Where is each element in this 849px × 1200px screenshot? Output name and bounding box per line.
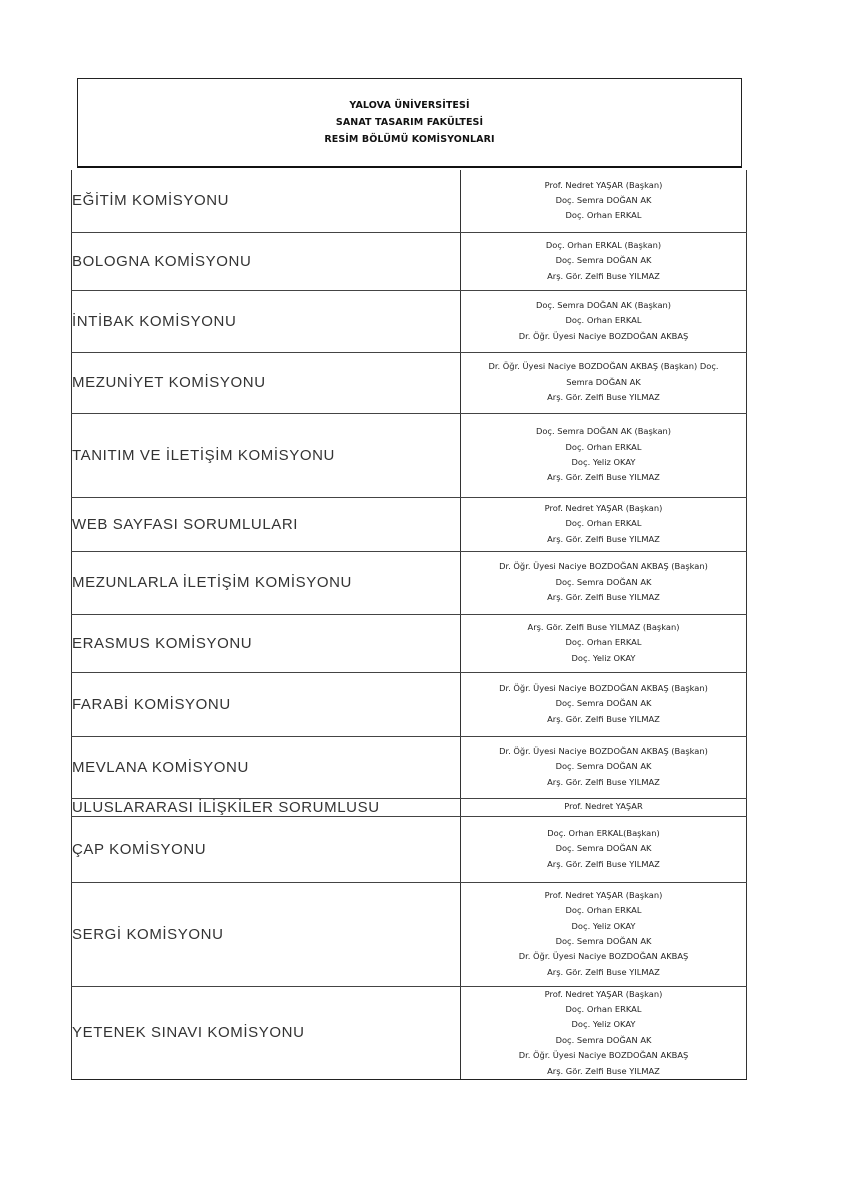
member-name: Doç. Yeliz OKAY bbox=[571, 920, 636, 931]
member-name: Dr. Öğr. Üyesi Naciye BOZDOĞAN AKBAŞ bbox=[518, 1050, 689, 1061]
committee-members bbox=[461, 986, 747, 1079]
committee-row bbox=[72, 798, 747, 816]
committee-name: SERGİ KOMİSYONU bbox=[72, 882, 461, 986]
committee-name: ÇAP KOMİSYONU bbox=[72, 816, 461, 882]
committee-row bbox=[72, 736, 747, 798]
faculty-name: SANAT TASARIM FAKÜLTESİ bbox=[335, 117, 484, 128]
member-name: Arş. Gör. Zelfi Buse YILMAZ bbox=[547, 713, 660, 724]
committee-row bbox=[72, 614, 747, 672]
committee-name: TANITIM VE İLETİŞİM KOMİSYONU bbox=[72, 413, 461, 497]
member-name: Doç. Orhan ERKAL (Başkan) bbox=[545, 239, 662, 250]
member-name: Arş. Gör. Zelfi Buse YILMAZ bbox=[547, 392, 660, 403]
member-name: Doç. Yeliz OKAY bbox=[571, 457, 636, 467]
member-name: Dr. Öğr. Üyesi Naciye BOZDOĞAN AKBAŞ bbox=[518, 330, 689, 341]
member-name: Doç. Semra DOĞAN AK bbox=[555, 195, 652, 206]
document-header bbox=[77, 78, 742, 168]
committee-members bbox=[461, 614, 747, 672]
member-name: Doç. Semra DOĞAN AK (Başkan) bbox=[535, 426, 672, 437]
member-name: Doç. Orhan ERKAL bbox=[565, 315, 642, 326]
member-name: Doç. Semra DOĞAN AK bbox=[555, 698, 652, 709]
member-name: Arş. Gör. Zelfi Buse YILMAZ bbox=[547, 472, 660, 483]
member-name: Doç. Orhan ERKAL bbox=[565, 210, 642, 221]
committee-name: MEZUNLARLA İLETİŞİM KOMİSYONU bbox=[72, 551, 461, 614]
committee-members bbox=[461, 882, 747, 986]
member-name: Dr. Öğr. Üyesi Naciye BOZDOĞAN AKBAŞ (Başkan) bbox=[499, 745, 708, 756]
member-name: Arş. Gör. Zelfi Buse YILMAZ bbox=[547, 592, 660, 603]
member-name: Dr. Öğr. Üyesi Naciye BOZDOĞAN AKBAŞ (Başkan) bbox=[499, 682, 708, 693]
member-name: Doç. Orhan ERKAL bbox=[565, 1003, 642, 1014]
committee-members bbox=[461, 352, 747, 413]
committee-members bbox=[461, 798, 747, 816]
committees-table bbox=[71, 170, 747, 1080]
member-name: Arş. Gör. Zelfi Buse YILMAZ bbox=[547, 776, 660, 787]
document-title: RESİM BÖLÜMÜ KOMİSYONLARI bbox=[324, 134, 495, 145]
committee-name: ULUSLARARASI İLİŞKİLER SORUMLUSU bbox=[72, 798, 461, 816]
committee-members bbox=[461, 672, 747, 736]
committee-members bbox=[461, 816, 747, 882]
committee-row bbox=[72, 170, 747, 232]
member-name: Dr. Öğr. Üyesi Naciye BOZDOĞAN AKBAŞ (Başkan) Doç. bbox=[488, 361, 719, 372]
committee-members bbox=[461, 232, 747, 290]
committee-row bbox=[72, 497, 747, 551]
member-name: Arş. Gör. Zelfi Buse YILMAZ bbox=[547, 966, 660, 977]
committee-row bbox=[72, 882, 747, 986]
member-name: Dr. Öğr. Üyesi Naciye BOZDOĞAN AKBAŞ (Başkan) bbox=[499, 561, 708, 572]
member-name: Doç. Semra DOĞAN AK bbox=[555, 1034, 652, 1045]
committee-row bbox=[72, 551, 747, 614]
member-name: Doç. Orhan ERKAL bbox=[565, 518, 642, 529]
member-name: Prof. Nedret YAŞAR (Başkan) bbox=[544, 889, 663, 900]
member-name: Arş. Gör. Zelfi Buse YILMAZ bbox=[547, 533, 660, 544]
committee-members bbox=[461, 413, 747, 497]
committee-name: MEZUNİYET KOMİSYONU bbox=[72, 352, 461, 413]
member-name: Prof. Nedret YAŞAR (Başkan) bbox=[544, 988, 663, 999]
committee-row bbox=[72, 352, 747, 413]
committee-row bbox=[72, 816, 747, 882]
committee-name: WEB SAYFASI SORUMLULARI bbox=[72, 497, 461, 551]
committee-row bbox=[72, 986, 747, 1079]
committee-row bbox=[72, 232, 747, 290]
member-name: Arş. Gör. Zelfi Buse YILMAZ bbox=[547, 270, 660, 281]
member-name: Doç. Semra DOĞAN AK bbox=[555, 936, 652, 946]
university-name: YALOVA ÜNİVERSİTESİ bbox=[349, 100, 470, 111]
member-name: Prof. Nedret YAŞAR (Başkan) bbox=[544, 502, 663, 513]
member-name: Doç. Semra DOĞAN AK bbox=[555, 761, 652, 772]
member-name: Arş. Gör. Zelfi Buse YILMAZ bbox=[547, 858, 660, 869]
member-name: Doç. Orhan ERKAL bbox=[565, 637, 642, 648]
committee-members bbox=[461, 497, 747, 551]
committee-members bbox=[461, 170, 747, 232]
committee-name: FARABİ KOMİSYONU bbox=[72, 672, 461, 736]
member-name: Prof. Nedret YAŞAR bbox=[564, 801, 643, 812]
member-name: Doç. Yeliz OKAY bbox=[571, 652, 636, 663]
member-name: Doç. Orhan ERKAL bbox=[565, 905, 642, 916]
committee-name: ERASMUS KOMİSYONU bbox=[72, 614, 461, 672]
committee-row bbox=[72, 413, 747, 497]
member-name: Dr. Öğr. Üyesi Naciye BOZDOĞAN AKBAŞ bbox=[518, 951, 689, 962]
member-name: Doç. Semra DOĞAN AK bbox=[555, 843, 652, 854]
member-name: Doç. Yeliz OKAY bbox=[571, 1019, 636, 1030]
member-name: Doç. Semra DOĞAN AK (Başkan) bbox=[535, 299, 672, 310]
committee-members bbox=[461, 736, 747, 798]
member-name: Doç. Orhan ERKAL(Başkan) bbox=[547, 827, 660, 838]
committee-row bbox=[72, 672, 747, 736]
committee-name: BOLOGNA KOMİSYONU bbox=[72, 232, 461, 290]
member-name: Arş. Gör. Zelfi Buse YILMAZ bbox=[547, 1065, 660, 1076]
committee-members bbox=[461, 551, 747, 614]
member-name: Doç. Orhan ERKAL bbox=[565, 441, 642, 452]
committee-name: MEVLANA KOMİSYONU bbox=[72, 736, 461, 798]
member-name: Doç. Semra DOĞAN AK bbox=[555, 576, 652, 587]
member-name: Semra DOĞAN AK bbox=[566, 376, 641, 387]
member-name: Arş. Gör. Zelfi Buse YILMAZ (Başkan) bbox=[527, 621, 680, 632]
committee-name: İNTİBAK KOMİSYONU bbox=[72, 290, 461, 352]
committee-members bbox=[461, 290, 747, 352]
member-name: Prof. Nedret YAŞAR (Başkan) bbox=[544, 179, 663, 190]
committee-name: EĞİTİM KOMİSYONU bbox=[72, 170, 461, 232]
member-name: Doç. Semra DOĞAN AK bbox=[555, 255, 652, 266]
committee-row bbox=[72, 290, 747, 352]
committee-name: YETENEK SINAVI KOMİSYONU bbox=[72, 986, 461, 1079]
